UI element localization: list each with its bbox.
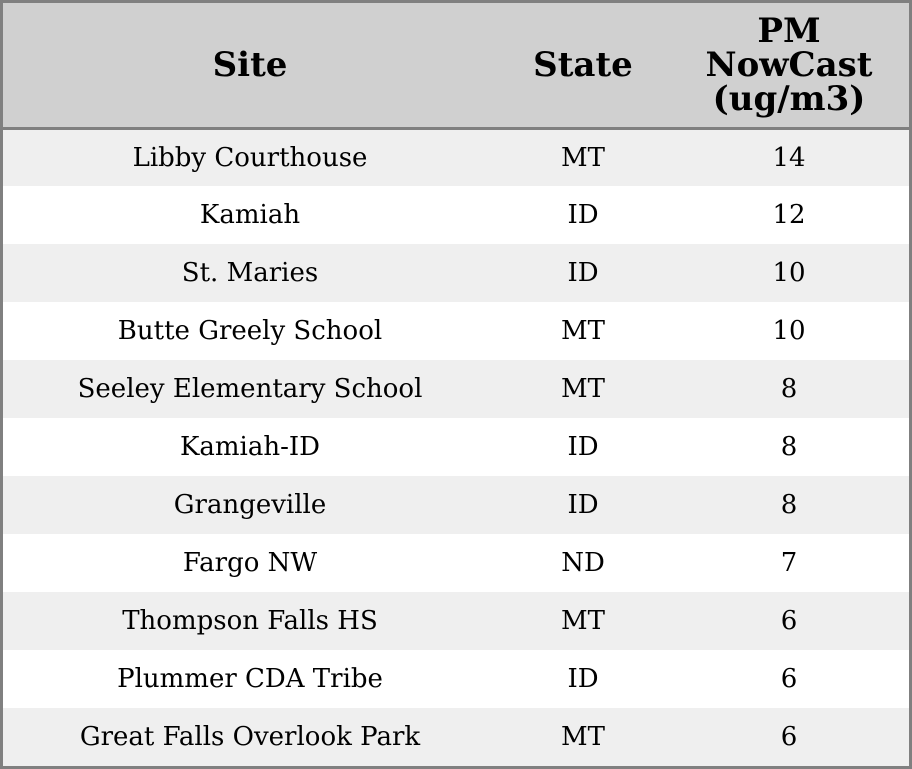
header-pm-nowcast	[669, 3, 909, 128]
cell-site: St. Maries	[181, 258, 319, 288]
cell-site: Kamiah-ID	[179, 432, 321, 462]
cell-state: MT	[561, 374, 605, 404]
table-row	[3, 244, 909, 302]
header-site: Site	[3, 3, 497, 128]
cell-site: Grangeville	[173, 490, 327, 520]
cell-pm-nowcast: 7	[780, 548, 798, 578]
cell-state: ID	[567, 664, 599, 694]
cell-state: MT	[561, 142, 605, 173]
header-pm-line-3: (ug/m3)	[712, 78, 866, 119]
header-state: State	[497, 3, 669, 128]
cell-site: Seeley Elementary School	[77, 374, 423, 404]
table-row	[3, 476, 909, 534]
table-header	[3, 3, 909, 128]
cell-pm-nowcast: 8	[780, 432, 798, 462]
cell-pm-nowcast: 8	[780, 490, 798, 520]
table-row	[3, 186, 909, 244]
table-row	[3, 592, 909, 650]
table-row	[3, 360, 909, 418]
cell-pm-nowcast: 6	[780, 664, 798, 694]
table-row	[3, 708, 909, 766]
header-row	[3, 3, 909, 128]
cell-site: Thompson Falls HS	[122, 606, 378, 636]
cell-site: Libby Courthouse	[132, 142, 368, 173]
cell-pm-nowcast: 8	[780, 374, 798, 404]
cell-site: Great Falls Overlook Park	[79, 722, 421, 752]
table-row	[3, 650, 909, 708]
cell-state: MT	[561, 316, 605, 346]
cell-state: ID	[567, 490, 599, 520]
cell-state: ID	[567, 200, 599, 230]
table-row	[3, 418, 909, 476]
cell-site: Butte Greely School	[117, 316, 383, 346]
cell-state: ID	[567, 258, 599, 288]
header-pm-line-2: NowCast	[705, 44, 873, 85]
cell-pm-nowcast: 14	[772, 142, 806, 173]
cell-pm-nowcast: 6	[780, 722, 798, 752]
cell-site: Fargo NW	[182, 548, 318, 578]
cell-pm-nowcast: 10	[772, 316, 806, 346]
cell-state: MT	[561, 722, 605, 752]
cell-pm-nowcast: 10	[772, 258, 806, 288]
table-row	[3, 128, 909, 186]
header-pm-line-1: PM	[757, 10, 821, 51]
cell-state: ID	[567, 432, 599, 462]
cell-pm-nowcast: 12	[772, 200, 806, 230]
pm-nowcast-table	[3, 3, 909, 766]
table-body	[3, 128, 909, 766]
cell-pm-nowcast: 6	[780, 606, 798, 636]
cell-state: MT	[561, 606, 605, 636]
cell-state: ND	[561, 548, 605, 578]
cell-site: Kamiah	[199, 200, 301, 230]
cell-site: Plummer CDA Tribe	[117, 664, 383, 694]
table-row	[3, 302, 909, 360]
table-row	[3, 534, 909, 592]
